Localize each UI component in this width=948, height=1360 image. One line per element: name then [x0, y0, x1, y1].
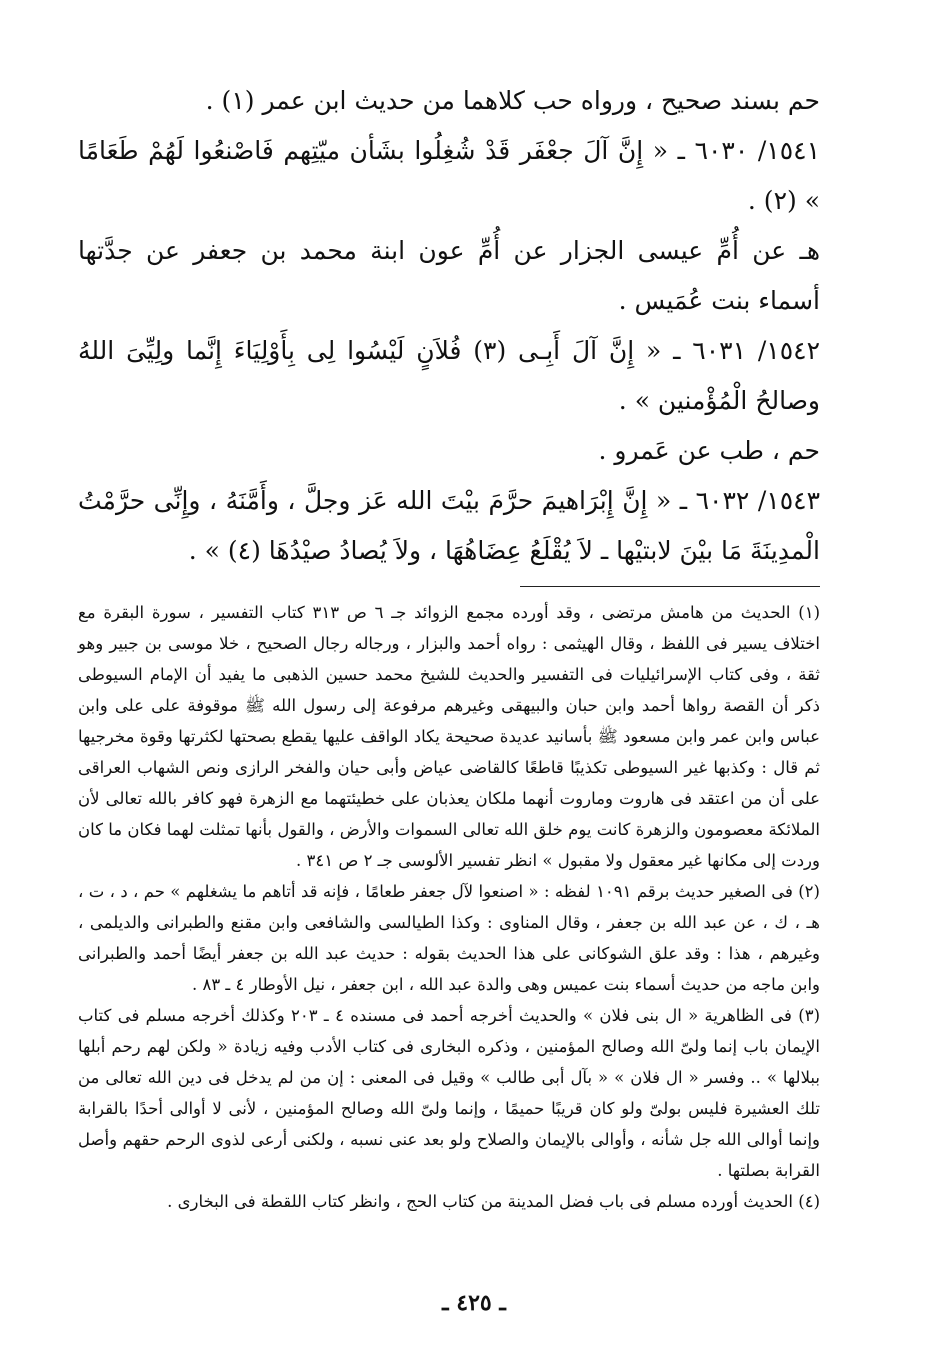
main-paragraph: هـ عن أُمِّ عيسى الجزار عن أُمِّ عون ابنة محمد بن جعفر عن جدَّتها أسماء بنت عُمَيس . — [78, 236, 820, 315]
footnote-4: (٤) الحديث أورده مسلم فى باب فضل المدينة من كتاب الحج ، وانظر كتاب اللقطة فى البخارى . — [167, 1192, 820, 1211]
footnotes — [78, 597, 820, 1217]
page-number: ـ ٤٢٥ ـ — [442, 1290, 506, 1316]
main-text — [78, 76, 820, 576]
main-paragraph: حم ، طب عن عَمرو . — [598, 436, 820, 465]
main-paragraph: حم بسند صحيح ، ورواه حب كلاهما من حديث ابن عمر (١) . — [205, 86, 820, 115]
hadith-1542: ١٥٤٢/ ٦٠٣١ ـ « إِنَّ آلَ أَبِـى (٣) فُلاَنٍ لَيْسُوا لِى بِأَوْلِيَاءَ إِنَّما ولِيِّىَ اللهُ وصالحُ الْمُؤْمنين » . — [78, 336, 820, 415]
hadith-1543: ١٥٤٣/ ٦٠٣٢ ـ « إِنَّ إِبْرَاهيمَ حرَّمَ بيْتَ الله عَز وجلَّ ، وأَمَّنَهُ ، وإِنِّى حرَّمْتُ الْمدِينَةَ مَا بيْنَ لابتيْها ـ لاَ يُقْلَعُ عِضَاهُهَا ، ولاَ يُصادُ صيْدُهَا (٤) » . — [78, 486, 820, 565]
hadith-1541: ١٥٤١/ ٦٠٣٠ ـ « إِنَّ آلَ جعْفَر قَدْ شُغِلُوا بشَأن ميّتِهم فَاصْنعُوا لَهُمْ طَعَامًا » (٢) . — [78, 136, 820, 215]
footnote-separator — [520, 586, 820, 587]
footnote-2: (٢) فى الصغير حديث برقم ١٠٩١ لفظه : « اصنعوا لآل جعفر طعامًا ، فإنه قد أتاهم ما يشغلهم » حم ، د ، ت ، هـ ، ك ، عن عبد الله بن جعفر ، وقال المناوى : وكذا الطيالسى والشافعى وابن مقنع والطبرانى والديلمى ، وغيرهم ، هذا : وقد علق الشوكانى على هذا الحديث بقوله : حديث عبد الله بن جعفر أيضًا أحمد والطبرانى وابن ماجه من حديث أسماء بنت عميس وهى والدة عبد الله ، ابن جعفر ، نيل الأوطار ٤ ـ ٨٣ . — [78, 882, 820, 994]
footnote-1: (١) الحديث من هامش مرتضى ، وقد أورده مجمع الزوائد جـ ٦ ص ٣١٣ كتاب التفسير ، سورة البقرة مع اختلاف يسير فى اللفظ ، وقال الهيثمى : رواه أحمد والبزار ، ورجاله رجال الصحيح ، خلا موسى بن جبير وهو ثقة ، وفى كتاب الإسرائيليات فى التفسير والحديث للشيخ محمد حسين الذهبى ما يفيد أن الإمام السيوطى ذكر أن القصة رواها أحمد وابن حبان والبيهقى وغيرهم مرفوعة إلى رسول الله ﷺ موقوفة على على وابن عباس وابن عمر وابن مسعود ﷺ بأسانيد عديدة صحيحة يكاد الواقف عليها يقطع بصحتها لكثرتها وقوة مخرجيها ثم قال : وكذبها غير السيوطى تكذيبًا قاطعًا كالقاضى عياض وأبى حيان والفخر الرازى ونص الشهاب العراقى على أن من اعتقد فى هاروت وماروت أنهما ملكان يعذبان على خطيئتهما مع الزهرة فهو كافر بالله تعالى لأن الملائكة معصومون والزهرة كانت يوم خلق الله تعالى السموات والأرض ، والقول بأنها تمثلت لهما فكان ما كان وردت إلى مكانها غير معقول ولا مقبول » انظر تفسير الألوسى جـ ٢ ص ٣٤١ . — [78, 603, 820, 870]
page-body — [78, 76, 820, 1217]
footnote-3: (٣) فى الظاهرية « ال بنى فلان » والحديث أخرجه أحمد فى مسنده ٤ ـ ٢٠٣ وكذلك أخرجه مسلم فى كتاب الإيمان باب إنما ولىّ الله وصالح المؤمنين ، وذكره البخارى فى كتاب الأدب وفيه زيادة « ولكن لهم رحم أبلها ببلالها » .. وفسر « ال فلان » « بآل أبى طالب » وقيل فى المعنى : إن من لم يدخل فى دين الله تعالى من تلك العشيرة فليس بولىّ ولو كان قريبًا حميمًا ، وإنما ولىّ الله وصالح المؤمنين ، لأنى لا أوالى أحدًا بالقرابة وإنما أوالى الله جل شأنه ، وأوالى بالإيمان والصلاح ولو بعد عنى نسبه ، ولكنى أرعى لذوى الرحم حقهم وأصل القرابة بصلتها . — [78, 1006, 820, 1180]
